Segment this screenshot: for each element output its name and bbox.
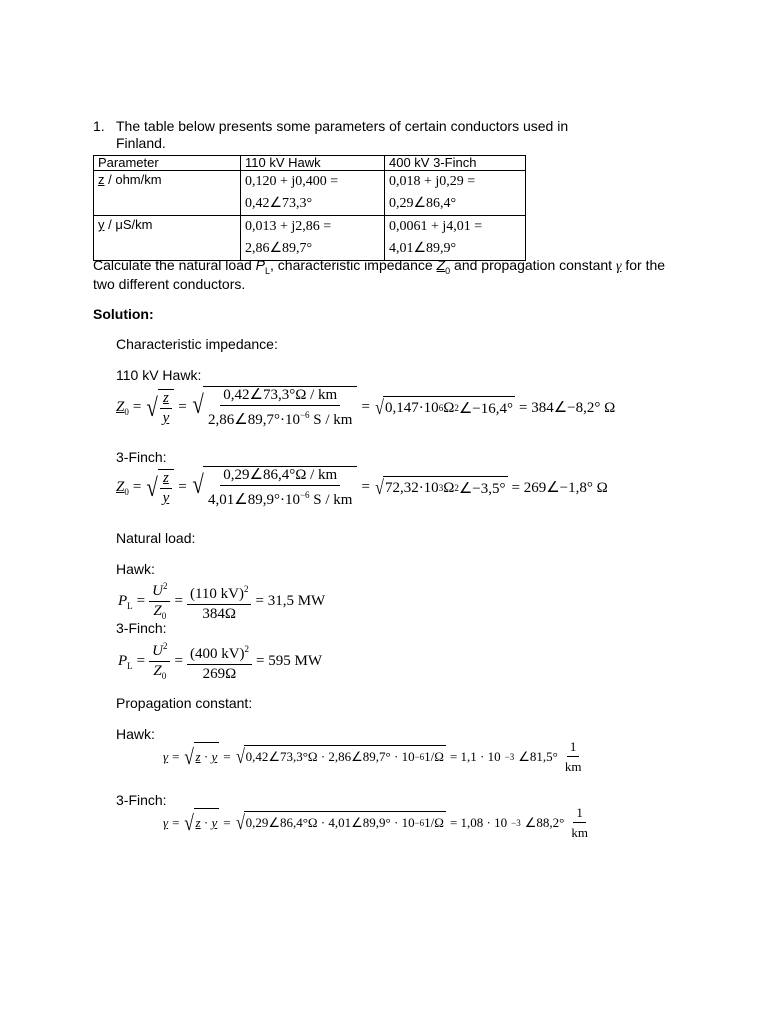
finch-load-fraction: $\frac{(400 kV)^2}{269\Omega}$ [187,641,252,683]
sqrt-value: √ 0,42∠73,3°Ω · 2,86∠89,7° · 10 −6 1/Ω [235,745,444,768]
finch-z0-result: = 269∠−1,8° Ω [511,480,608,496]
finch-z-num: 0,29∠86,4°Ω / km [220,467,340,486]
calc-line2: two different conductors. [93,276,246,292]
rad-value: 0,42∠73,3°Ω · 2,86∠89,7° · 10 [245,749,415,764]
param-z-label [94,171,241,216]
nat-load-heading: Natural load: [116,530,196,546]
pl-symbol: $P_L$ [118,592,133,611]
finch-gamma-result: = 1,08 · 10 [449,814,508,830]
prop-hawk-label: Hawk: [116,726,155,742]
problem-number: 1. [93,118,105,134]
calc-pl-sub: L [265,265,271,276]
table-row [94,171,526,216]
nat-load-hawk-equation: $P_L$ = $\frac{U^2}{Z_0}$ = $\frac{(110 kV)^2}{384\Omega}$ = 31,5 MW [118,578,325,625]
angle: ∠81,5° [518,748,558,764]
nat-load-finch-equation: $P_L$ = $\frac{U^2}{Z_0}$ = $\frac{(400 kV)^2}{269\Omega}$ = 595 MW [118,638,322,685]
unit: S / km [309,492,353,508]
pl-symbol: $P_L$ [118,652,133,671]
exp: −3 [504,751,515,762]
sqrt-z-over-y: √ $\frac{z}{y}$ [145,389,174,427]
char-imp-heading: Characteristic impedance: [116,336,278,352]
table-row [94,216,526,261]
calc-text-2: , characteristic impedance [270,257,437,273]
nat-load-hawk-label: Hawk: [116,561,155,577]
calc-text-1: Calculate the natural load [93,257,256,273]
hawk-natural-load-result: = 31,5 MW [255,593,326,609]
hawk-y-cell [241,216,385,261]
calc-gamma-symbol: γ [615,259,622,274]
param-z-unit: / ohm/km [104,172,162,187]
table-header-row [94,156,526,171]
param-y-symbol: y [98,217,105,232]
hawk-z0-result: = 384∠−8,2° Ω [519,400,616,416]
finch-y-den: 4,01∠89,9°·10 [208,492,300,508]
hawk-y-den: 2,86∠89,7°·10 [208,412,300,428]
unit: Ω [443,479,455,496]
angle: ∠88,2° [524,814,565,830]
prop-finch-equation: γ = √ z · y = √ 0,29∠86,4°Ω · 4,01∠89,9° · 10 −6 1/Ω = 1,08 · 10 −3 ∠88,2° $\frac{1}{km}$ [163,804,591,841]
calc-pl-symbol: P [255,257,266,273]
exp: 2 [454,483,459,493]
finch-z-polar: 0,29∠86,4° [389,196,457,211]
char-imp-hawk-equation: $Z_0$ = √ $\frac{z}{y}$ = √ $\frac{0,42\angle 73,3^\circ\Omega / km}{2,86\angle 89,7^\circ\cdot 10^{-6} S / km}$ = √ 0,147·10 6 Ω 2 ∠−16,4° = 384∠−8,2° Ω [116,387,616,428]
angle: ∠−3,5° [458,480,506,497]
finch-z-cell [385,171,526,216]
per-km-fraction: $\frac{1}{km}$ [571,805,588,840]
u2-over-z0: $\frac{U^2}{Z_0}$ [149,578,170,625]
prop-hawk-equation: γ = √ z · y = √ 0,42∠73,3°Ω · 2,86∠89,7° · 10 −6 1/Ω = 1,1 · 10 −3 ∠81,5° $\frac{1}{km}$ [163,738,584,775]
unit: 1/Ω [424,815,444,830]
rad-value: 0,147·10 [384,399,439,416]
finch-y-cell [385,216,526,261]
prop-heading: Propagation constant: [116,695,253,711]
char-imp-finch-label: 3-Finch: [116,449,167,465]
unit: S / km [309,412,353,428]
z0-symbol: $Z_0$ [116,478,129,497]
rad-value: 72,32·10 [384,479,439,496]
angle: ∠−16,4° [458,400,513,417]
problem-text-line2: Finland. [116,135,166,151]
finch-voltage: (400 kV) [189,645,245,662]
hawk-gamma-result: = 1,1 · 10 [449,748,501,764]
nat-load-finch-label: 3-Finch: [116,620,167,636]
param-y-unit: / μS/km [104,217,153,232]
calc-z0-symbol: Z [436,257,446,273]
hawk-y-polar: 2,86∠89,7° [245,241,313,256]
header-parameter: Parameter [94,156,241,171]
unit: 1/Ω [424,749,444,764]
exp: −6 [299,410,310,420]
z0-symbol: $Z_0$ [116,398,129,417]
exp: −6 [414,752,425,762]
sqrt-result: √ 72,32·10 3 Ω 2 ∠−3,5° [375,476,506,499]
finch-impedance: 269Ω [202,665,237,682]
hawk-z-rect: 0,120 + j0,400 = [245,174,339,189]
finch-y-rect: 0,0061 + j4,01 = [389,219,483,234]
calc-z0-sub: 0 [445,265,451,276]
finch-natural-load-result: = 595 MW [256,653,322,669]
finch-z-rect: 0,018 + j0,29 = [389,174,476,189]
param-z-symbol: z [98,172,105,187]
hawk-impedance: 384Ω [202,605,237,622]
exp: 2 [454,403,459,413]
header-finch: 400 kV 3-Finch [385,156,526,171]
hawk-z-cell [241,171,385,216]
exp: −3 [511,817,521,828]
sqrt-result: √ 0,147·10 6 Ω 2 ∠−16,4° [375,396,513,419]
sqrt-fraction: √ $\frac{0,29\angle 86,4^\circ\Omega / km}{4,01\angle 89,9^\circ\cdot 10^{-6} S / km}$ [191,466,358,509]
solution-label: Solution: [93,306,154,322]
exp: 6 [438,403,444,413]
hawk-voltage: (110 kV) [189,585,244,602]
gamma-symbol: γ [163,814,169,830]
exp: −6 [299,490,310,500]
exp: −6 [414,818,425,828]
unit: Ω [443,399,455,416]
sqrt-fraction: √ $\frac{0,42\angle 73,3^\circ\Omega / km}{2,86\angle 89,7^\circ\cdot 10^{-6} S / km}$ [191,386,358,429]
hawk-load-fraction: $\frac{(110 kV)^2}{384\Omega}$ [187,581,252,623]
calc-text-4: for the [621,257,666,273]
sqrt-z-times-y: √ z · y [183,808,219,838]
hawk-z-polar: 0,42∠73,3° [245,196,313,211]
hawk-z-num: 0,42∠73,3°Ω / km [220,387,340,406]
problem-text-line1: The table below presents some parameters of certain conductors used in [116,118,569,134]
char-imp-hawk-label: 110 kV Hawk: [116,367,202,383]
sqrt-value: √ 0,29∠86,4°Ω · 4,01∠89,9° · 10 −6 1/Ω [235,811,444,834]
header-hawk: 110 kV Hawk [241,156,385,171]
param-y-label [94,216,241,261]
per-km-fraction: $\frac{1}{km}$ [564,739,582,774]
prop-finch-label: 3-Finch: [116,792,167,808]
calc-line1 [93,257,665,276]
u2-over-z0: $\frac{U^2}{Z_0}$ [149,638,170,685]
finch-y-polar: 4,01∠89,9° [389,241,457,256]
sqrt-z-times-y: √ z · y [183,742,219,772]
parameters-table [93,155,526,261]
hawk-y-rect: 0,013 + j2,86 = [245,219,332,234]
exp: 3 [438,483,444,493]
gamma-symbol: γ [163,748,169,764]
sqrt-z-over-y: √ $\frac{z}{y}$ [145,469,174,507]
rad-value: 0,29∠86,4°Ω · 4,01∠89,9° · 10 [245,815,415,830]
calc-text-3: and propagation constant [450,257,616,273]
char-imp-finch-equation: $Z_0$ = √ $\frac{z}{y}$ = √ $\frac{0,29\angle 86,4^\circ\Omega / km}{4,01\angle 89,9^\circ\cdot 10^{-6} S / km}$ = √ 72,32·10 3 Ω 2 ∠−3,5° = 269∠−1,8° Ω [116,467,608,508]
